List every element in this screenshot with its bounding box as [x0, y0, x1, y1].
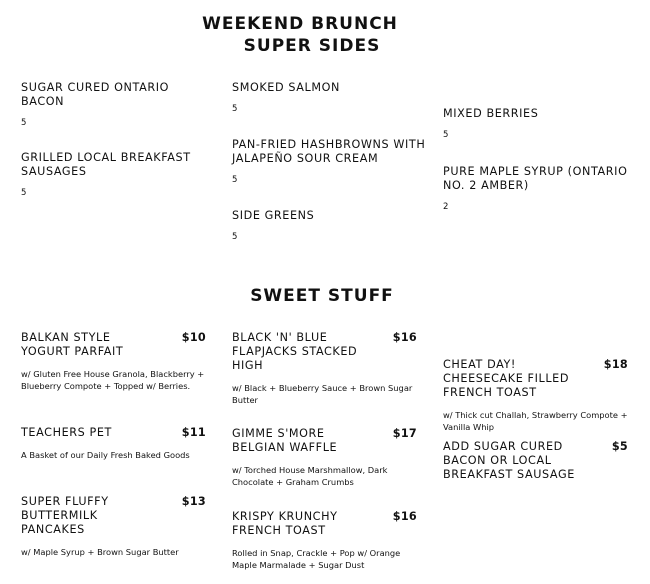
sweet-item-name: BLACK 'N' BLUE FLAPJACKS STACKED HIGH	[232, 331, 358, 372]
side-item-name: SUGAR CURED ONTARIO BACON	[21, 81, 170, 108]
side-item-name: PAN-FRIED HASHBROWNS WITH JALAPEÑO SOUR CREAM	[232, 138, 426, 165]
side-item	[21, 81, 201, 129]
sweet-item-name: CHEAT DAY! CHEESECAKE FILLED FRENCH TOAST	[443, 358, 570, 399]
sweet-item-price: $5	[611, 440, 628, 453]
side-item-name: GRILLED LOCAL BREAKFAST SAUSAGES	[21, 151, 191, 178]
menu-title-line-1: WEEKEND BRUNCH	[202, 14, 398, 34]
sweet-item	[232, 427, 417, 488]
sweet-item	[21, 426, 206, 461]
side-item	[443, 165, 638, 213]
sweet-item-name: TEACHERS PET	[21, 426, 112, 439]
side-item-price: 2	[443, 202, 449, 212]
sweet-item-price: $13	[181, 495, 206, 508]
sweet-item	[232, 510, 417, 571]
sweet-item-price: $10	[181, 331, 206, 344]
sweet-item	[232, 331, 417, 406]
sweet-item-name: GIMME S'MORE BELGIAN WAFFLE	[232, 427, 338, 454]
side-item-price: 5	[21, 118, 27, 128]
side-item	[443, 107, 638, 141]
section-title-sweet-stuff: SWEET STUFF	[250, 286, 394, 306]
sweet-item-description: A Basket of our Daily Fresh Baked Goods	[21, 450, 190, 460]
side-item-price: 5	[232, 175, 238, 185]
side-item-price: 5	[232, 104, 238, 114]
sweet-item-name: ADD SUGAR CURED BACON OR LOCAL BREAKFAST SAUSAGE	[443, 440, 575, 481]
side-item-price: 5	[232, 232, 238, 242]
side-item-name: SMOKED SALMON	[232, 81, 340, 94]
sweet-item-name: BALKAN STYLE YOGURT PARFAIT	[21, 331, 124, 358]
side-item-price: 5	[443, 130, 449, 140]
side-item-name: PURE MAPLE SYRUP (ONTARIO NO. 2 AMBER)	[443, 165, 628, 192]
sweet-item-description: w/ Black + Blueberry Sauce + Brown Sugar Butter	[232, 383, 413, 405]
sweet-item-price: $11	[181, 426, 206, 439]
sweet-item-description: Rolled in Snap, Crackle + Pop w/ Orange Maple Marmalade + Sugar Dust	[232, 548, 401, 570]
sweet-item-description: w/ Maple Syrup + Brown Sugar Butter	[21, 547, 179, 557]
sweet-item	[443, 440, 628, 482]
side-item	[232, 138, 432, 186]
sweet-item-description: w/ Torched House Marshmallow, Dark Chocolate + Graham Crumbs	[232, 465, 388, 487]
sweet-item	[443, 358, 628, 433]
side-item-name: MIXED BERRIES	[443, 107, 539, 120]
side-item-name: SIDE GREENS	[232, 209, 315, 222]
sweet-item-price: $16	[392, 331, 417, 344]
side-item-price: 5	[21, 188, 27, 198]
sweet-item	[21, 495, 206, 558]
side-item	[21, 151, 216, 199]
sweet-item-price: $17	[392, 427, 417, 440]
sweet-item-description: w/ Thick cut Challah, Strawberry Compote + Vanilla Whip	[443, 410, 628, 432]
menu-title-line-2: SUPER SIDES	[243, 36, 381, 56]
side-item	[232, 209, 432, 243]
side-item	[232, 81, 432, 115]
sweet-item-price: $18	[603, 358, 628, 371]
sweet-item	[21, 331, 206, 392]
sweet-item-name: SUPER FLUFFY BUTTERMILK PANCAKES	[21, 495, 109, 536]
sweet-item-price: $16	[392, 510, 417, 523]
sweet-item-name: KRISPY KRUNCHY FRENCH TOAST	[232, 510, 338, 537]
sweet-item-description: w/ Gluten Free House Granola, Blackberry + Blueberry Compote + Topped w/ Berries.	[21, 369, 205, 391]
